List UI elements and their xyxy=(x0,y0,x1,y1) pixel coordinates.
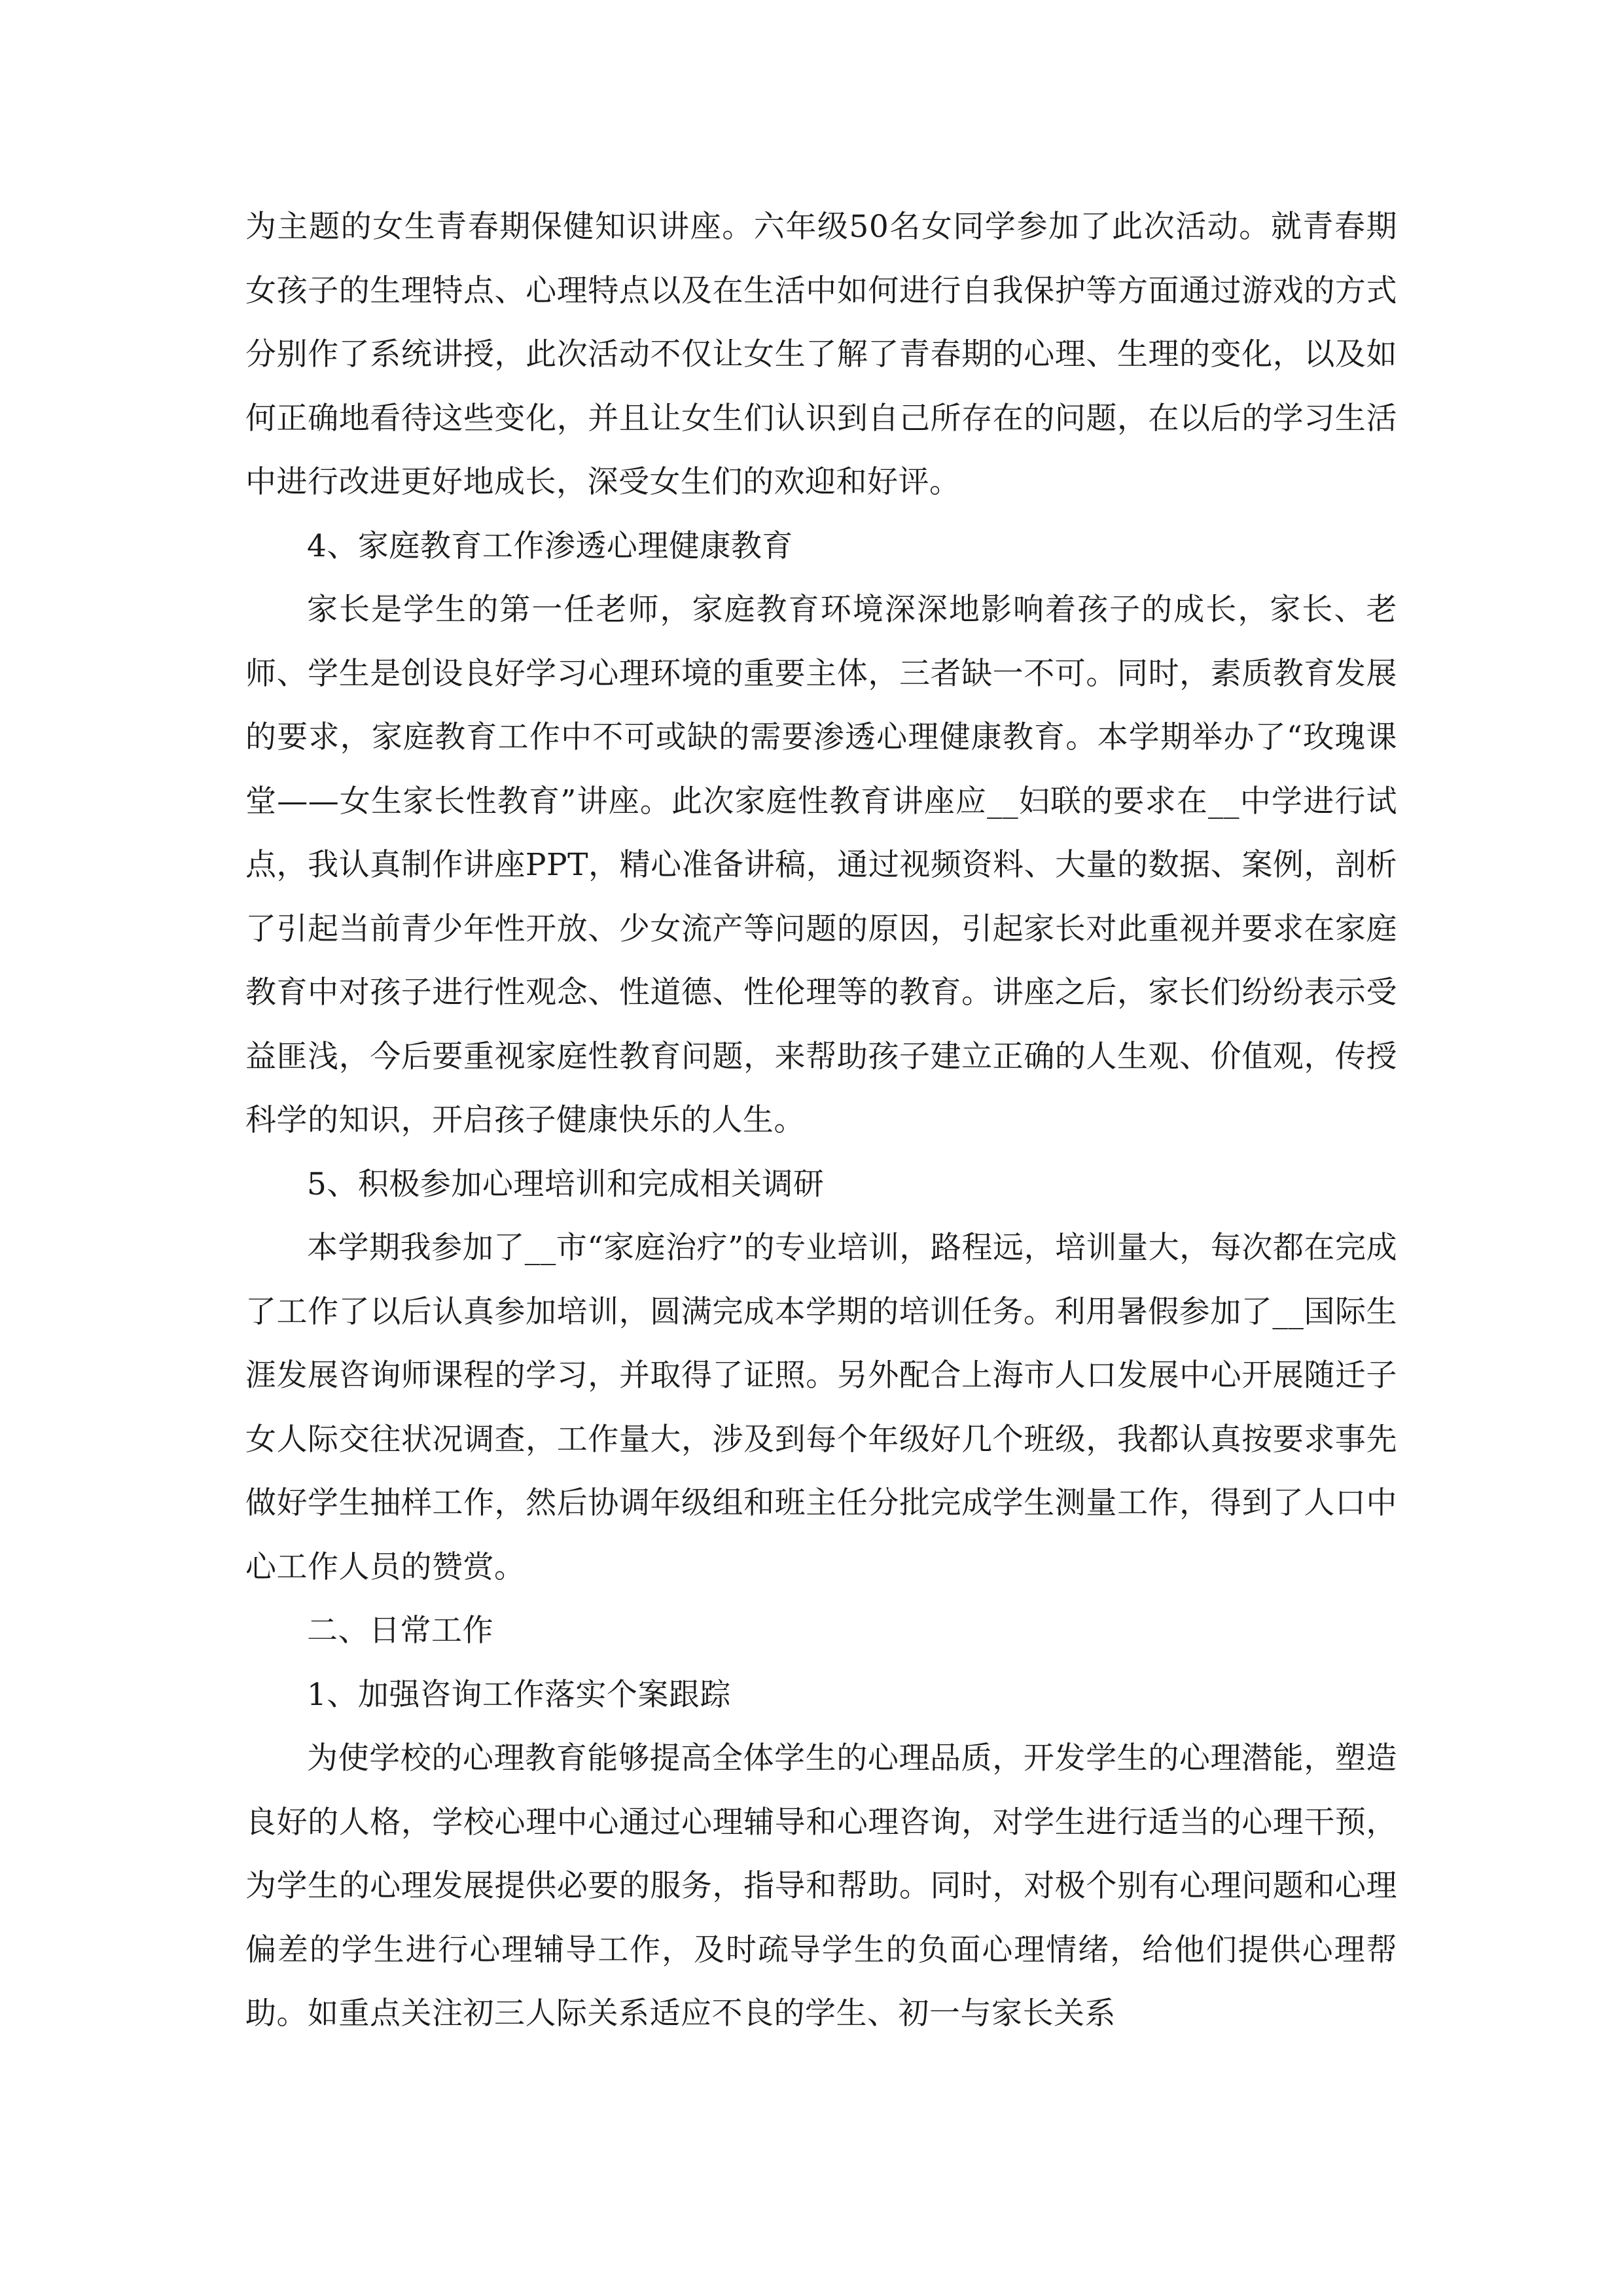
paragraph-counseling: 为使学校的心理教育能够提高全体学生的心理品质，开发学生的心理潜能，塑造良好的人格，学校心理中心通过心理辅导和心理咨询，对学生进行适当的心理干预，为学生的心理发展提供必要的服务，指导和帮助。同时，对极个别有心理问题和心理偏差的学生进行心理辅导工作，及时疏导学生的负面心理情绪，给他们提供心理帮助。如重点关注初三人际关系适应不良的学生、初一与家长关系 xyxy=(245,1740,1397,2032)
heading-family-education: 4、家庭教育工作渗透心理健康教育 xyxy=(307,528,793,564)
paragraph-family-education: 家长是学生的第一任老师，家庭教育环境深深地影响着孩子的成长，家长、老师、学生是创设良好学习心理环境的重要主体，三者缺一不可。同时，素质教育发展的要求，家庭教育工作中不可或缺的需要渗透心理健康教育。本学期举办了“玫瑰课堂——女生家长性教育”讲座。此次家庭性教育讲座应__妇联的要求在__中学进行试点，我认真制作讲座PPT，精心准备讲稿，通过视频资料、大量的数据、案例，剖析了引起当前青少年性开放、少女流产等问题的原因，引起家长对此重视并要求在家庭教育中对孩子进行性观念、性道德、性伦理等的教育。讲座之后，家长们纷纷表示受益匪浅，今后要重视家庭性教育问题，来帮助孩子建立正确的人生观、价值观，传授科学的知识，开启孩子健康快乐的人生。 xyxy=(245,592,1397,1138)
paragraph-lecture-summary: 为主题的女生青春期保健知识讲座。六年级50名女同学参加了此次活动。就青春期女孩子的生理特点、心理特点以及在生活中如何进行自我保护等方面通过游戏的方式分别作了系统讲授，此次活动不仅让女生了解了青春期的心理、生理的变化，以及如何正确地看待这些变化，并且让女生们认识到自己所存在的问题，在以后的学习生活中进行改进更好地成长，深受女生们的欢迎和好评。 xyxy=(245,209,1397,500)
document-body xyxy=(245,195,1397,2046)
heading-training-research: 5、积极参加心理培训和完成相关调研 xyxy=(307,1166,825,1202)
paragraph-training-research: 本学期我参加了__市“家庭治疗”的专业培训，路程远，培训量大，每次都在完成了工作了以后认真参加培训，圆满完成本学期的培训任务。利用暑假参加了__国际生涯发展咨询师课程的学习，并取得了证照。另外配合上海市人口发展中心开展随迁子女人际交往状况调查，工作量大，涉及到每个年级好几个班级，我都认真按要求事先做好学生抽样工作，然后协调年级组和班主任分批完成学生测量工作，得到了人口中心工作人员的赞赏。 xyxy=(245,1230,1397,1585)
heading-counseling: 1、加强咨询工作落实个案跟踪 xyxy=(307,1676,731,1713)
heading-daily-work: 二、日常工作 xyxy=(307,1613,493,1649)
